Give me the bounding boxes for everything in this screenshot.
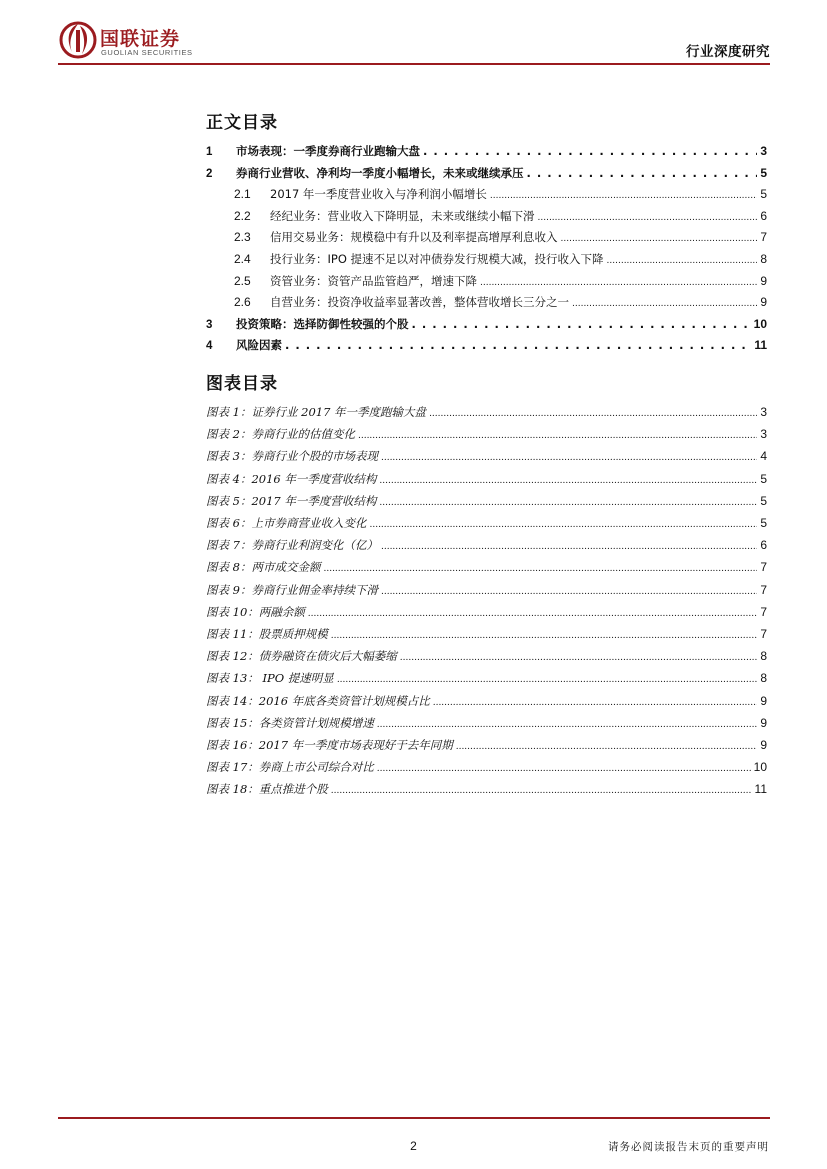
figure-entry-title: 图表 17：券商上市公司综合对比 [206,760,374,775]
toc-entry-number: 2.1 [234,187,251,202]
figure-entry-title: 图表 16：2017 年一季度市场表现好于去年同期 [206,738,453,752]
figure-entry[interactable] [206,737,767,757]
footer-divider [58,1117,770,1119]
toc-entry-title: 经纪业务：营业收入下降明显，未来或继续小幅下滑 [270,208,535,223]
logo-english-name: GUOLIAN SECURITIES [101,48,193,57]
toc-entry-page: 7 [760,230,767,245]
dot-leader [358,431,757,441]
toc-entry-title: 信用交易业务：规模稳中有升以及利率提高增厚利息收入 [270,230,558,245]
guolian-logo-icon [58,20,98,60]
toc-entry[interactable] [206,273,767,293]
toc-entry[interactable] [206,316,767,336]
dot-leader [423,144,757,158]
dot-leader [377,764,751,774]
figure-entry-title: 图表 1：证券行业 2017 年一季度跑输大盘 [206,405,427,419]
header-divider [58,63,770,65]
toc-entry-page: 10 [753,316,767,331]
figure-entry-page: 5 [760,471,767,486]
figure-entry[interactable] [206,715,767,735]
company-logo [58,18,258,62]
dot-leader [490,191,757,201]
figure-entry-page: 7 [760,582,767,597]
dot-leader [412,317,751,331]
figure-entry-page: 9 [760,738,767,752]
dot-leader [400,653,758,663]
dot-leader [379,476,757,486]
logo-chinese-name: 国联证券 [100,28,181,50]
toc-heading: 正文目录 [206,113,278,133]
figure-entry[interactable] [206,448,767,468]
dot-leader [572,299,757,309]
dot-leader [331,631,758,641]
figure-entry-page: 9 [760,693,767,708]
toc-entry-page: 9 [760,295,767,310]
figure-entry-title: 图表 12：债券融资在债灾后大幅萎缩 [206,649,397,664]
figures-heading: 图表目录 [206,374,278,394]
figure-entry-page: 8 [760,649,767,664]
page-header [58,18,770,62]
figure-entry-page: 7 [760,604,767,619]
page-number: 2 [410,1139,417,1153]
figure-entry-title: 图表 6：上市券商营业收入变化 [206,516,367,530]
toc-entry-number: 2.6 [234,295,251,310]
dot-leader [607,256,758,266]
toc-entry-page: 3 [760,144,767,158]
dot-leader [331,786,752,796]
toc-entry-number: 4 [206,340,213,353]
figure-entry-page: 7 [760,560,767,575]
figure-entry-title: 图表 14：2016 年底各类资管计划规模占比 [206,693,430,708]
toc-entry[interactable] [206,229,767,249]
figure-entry[interactable] [206,537,767,557]
figure-entry-title: 图表 2：券商行业的估值变化 [206,427,355,442]
dot-leader [433,698,758,708]
figure-entry[interactable] [206,759,767,779]
toc-entry-number: 3 [206,318,213,331]
toc-entry-number: 2.5 [234,273,251,288]
figure-entry-title: 图表 9：券商行业佣金率持续下滑 [206,582,378,597]
figure-entry-page: 8 [760,671,767,686]
figure-entry[interactable] [206,559,767,579]
toc-entry-title: 资管业务：资管产品监管趋严，增速下降 [270,273,477,288]
dot-leader [381,587,757,597]
dot-leader [429,409,757,419]
toc-entry-page: 11 [754,338,767,353]
toc-entry[interactable] [206,337,767,357]
dot-leader [369,520,757,530]
figure-entry-title: 图表 18：重点推进个股 [206,782,328,797]
toc-entry-number: 1 [206,146,213,158]
figure-entry[interactable] [206,693,767,713]
figure-entry[interactable] [206,626,767,646]
toc-entry-page: 8 [760,252,767,266]
figure-entry[interactable] [206,515,767,535]
figure-entry-page: 11 [754,782,767,797]
dot-leader [377,720,758,730]
figure-entry-title: 图表 4：2016 年一季度营收结构 [206,471,377,486]
figure-entry-page: 9 [760,715,767,730]
toc-entry-title: 市场表现：一季度券商行业跑输大盘 [236,144,420,158]
dot-leader [456,742,758,752]
figure-entry[interactable] [206,582,767,602]
figure-entry[interactable] [206,493,767,513]
toc-entry-title: 投行业务：IPO 提速不足以对冲债券发行规模大减，投行收入下降 [270,252,604,266]
toc-entry-title: 券商行业营收、净利均一季度小幅增长，未来或继续承压 [236,165,524,180]
figure-entry-page: 5 [760,516,767,530]
toc-entry-page: 9 [760,273,767,288]
figure-entry-title: 图表 11：股票质押规模 [206,627,328,641]
toc-entry-number: 2 [206,167,213,180]
dot-leader [480,278,757,288]
toc-entry[interactable] [206,143,767,163]
figure-entry-title: 图表 15：各类资管计划规模增速 [206,715,374,730]
figure-entry-title: 图表 5：2017 年一季度营收结构 [206,493,377,508]
figure-entry-page: 4 [760,449,767,464]
figure-entry[interactable] [206,604,767,624]
toc-entry[interactable] [206,165,767,185]
toc-entry-number: 2.3 [234,230,251,245]
toc-entry[interactable] [206,294,767,314]
figure-entry-page: 5 [760,493,767,508]
figure-entry-page: 7 [760,627,767,641]
figure-entry-title: 图表 8：两市成交金额 [206,560,321,575]
dot-leader [379,498,757,508]
footer-disclaimer: 请务必阅读报告末页的重要声明 [608,1141,769,1153]
dot-leader [308,609,758,619]
figure-entry[interactable] [206,426,767,446]
dot-leader [337,675,758,685]
toc-entry-page: 5 [760,165,767,180]
figure-entry-title: 图表 3：券商行业个股的市场表现 [206,449,378,464]
figure-entry-title: 图表 10：两融余额 [206,604,305,619]
figure-entry-page: 3 [760,405,767,419]
report-type-label: 行业深度研究 [686,44,770,60]
dot-leader [285,338,751,352]
dot-leader [381,453,757,463]
toc-entry[interactable] [206,251,767,271]
toc-entry-title: 风险因素 [236,338,282,353]
dot-leader [561,234,758,244]
figure-entry[interactable] [206,648,767,668]
figure-entry[interactable] [206,670,767,690]
toc-entry-title: 投资策略：选择防御性较强的个股 [236,316,409,331]
figure-entry[interactable] [206,781,767,801]
figure-entry-page: 3 [760,427,767,442]
toc-entry[interactable] [206,208,767,228]
dot-leader [381,542,757,552]
figure-entry-page: 10 [753,760,767,775]
toc-entry-page: 5 [760,187,767,202]
toc-entry-number: 2.2 [234,208,251,223]
figure-entry[interactable] [206,404,767,424]
figure-entry-title: 图表 13： IPO 提速明显 [206,671,334,686]
toc-entry-number: 2.4 [234,252,251,266]
dot-leader [538,213,758,223]
toc-entry-title: 2017 年一季度营业收入与净利润小幅增长 [270,187,487,202]
dot-leader [323,564,757,574]
figure-entry[interactable] [206,471,767,491]
figure-entry-page: 6 [760,538,767,553]
figure-entry-title: 图表 7：券商行业利润变化（亿） [206,538,378,553]
toc-entry[interactable] [206,186,767,206]
toc-entry-page: 6 [760,208,767,223]
dot-leader [527,166,758,180]
toc-entry-title: 自营业务：投资净收益率显著改善，整体营收增长三分之一 [270,295,569,310]
